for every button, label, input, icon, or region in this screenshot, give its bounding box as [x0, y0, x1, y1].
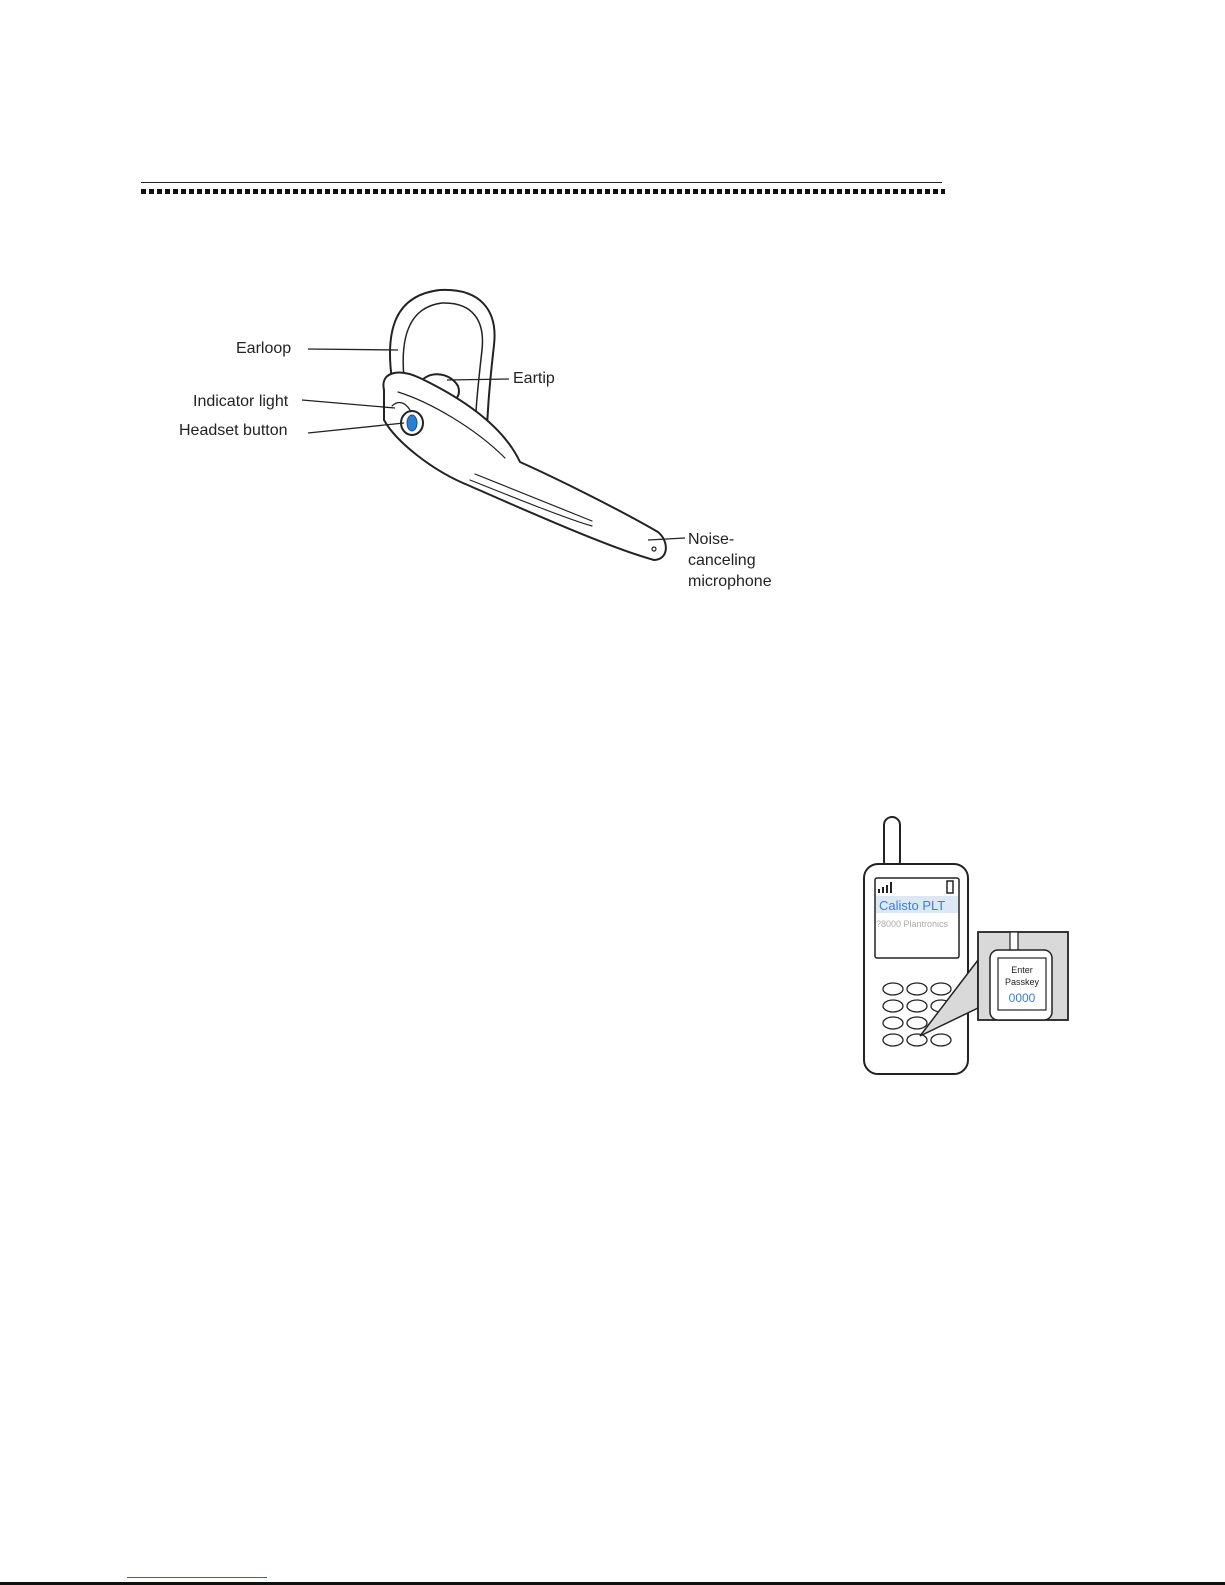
- footer-link-underline: [127, 1577, 267, 1578]
- callout-line-2: Passkey: [1004, 977, 1040, 987]
- callout-line-1: Enter: [1011, 965, 1033, 975]
- phone-antenna: [884, 817, 900, 869]
- microphone-label: Noise- canceling microphone: [688, 531, 772, 590]
- eartip-label: Eartip: [513, 370, 555, 387]
- indicator-light-label: Indicator light: [193, 393, 289, 410]
- earloop-label: Earloop: [236, 340, 292, 357]
- phone-screen-title: Calisto PLT: [879, 898, 946, 913]
- passkey-value: 0000: [1008, 991, 1036, 1005]
- phone-screen-subtitle: ?8000 Plantronics: [876, 919, 949, 929]
- headset-button-label: Headset button: [179, 422, 288, 439]
